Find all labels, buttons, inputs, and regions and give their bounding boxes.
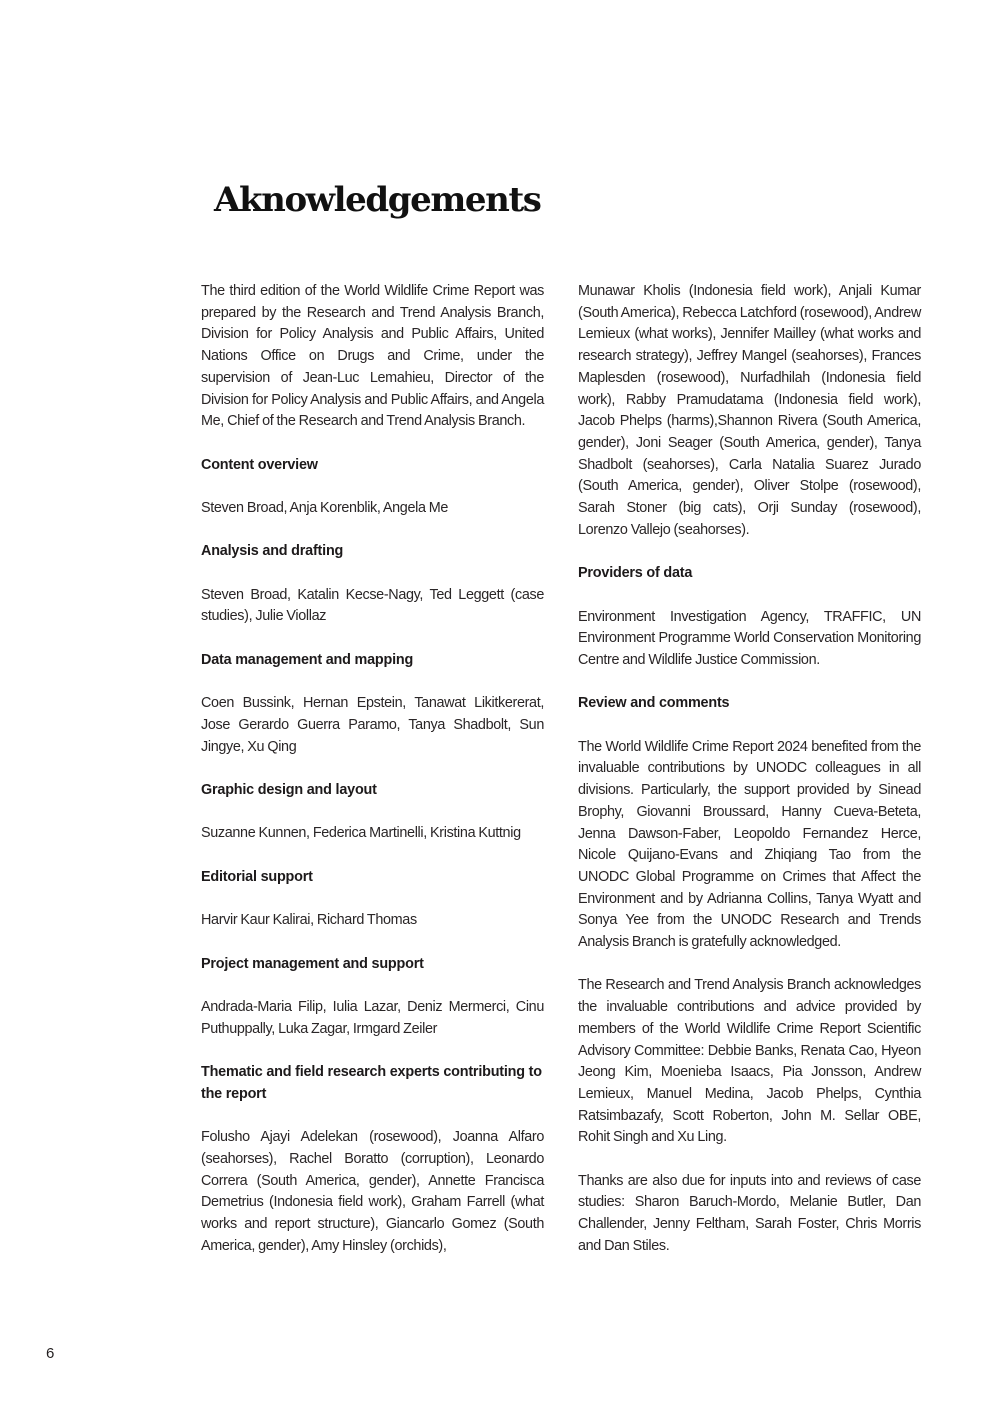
providers-of-data-heading: Providers of data <box>578 565 693 582</box>
page-title: Aknowledgements <box>214 180 541 220</box>
thematic-experts-heading: Thematic and field research experts contributing to the report <box>201 1064 542 1102</box>
review-comments-heading: Review and comments <box>578 695 730 712</box>
project-management-heading: Project management and support <box>201 955 424 972</box>
data-management-text: Coen Bussink, Hernan Epstein, Tanawat Likitkererat, Jose Gerardo Guerra Paramo, Tanya Shadbolt, Sun Jingye, Xu Qing <box>201 695 544 755</box>
thematic-experts-text: Folusho Ajayi Adelekan (rosewood), Joanna Alfaro (seahorses), Rachel Boratto (corruption), Leonardo Correra (South America, gender), Annette Francisca Demetrius (Indonesia field work), Graham Farrell (what works and report structure), Giancarlo Gomez (South America, gender), Amy Hinsley (orchids), <box>201 1129 544 1254</box>
thematic-experts-continued-text: Munawar Kholis (Indonesia field work), Anjali Kumar (South America), Rebecca Latchford (rosewood), Andrew Lemieux (what works), Jennifer Mailley (what works and research strategy), Jeffrey Mangel (seahorses), Frances Maplesden (rosewood), Nurfadhilah (Indonesia field work), Rabby Pramudatama (Indonesia field work), Jacob Phelps (harms),Shannon Rivera (South America, gender), Joni Seager (South America, gender), Tanya Shadbolt (seahorses), Carla Natalia Suarez Jurado (South America, gender), Oliver Stolpe (rosewood), Sarah Stoner (big cats), Orji Sunday (rosewood), Lorenzo Vallejo (seahorses). <box>578 283 921 538</box>
providers-of-data-text: Environment Investigation Agency, TRAFFIC, UN Environment Programme World Conservation Monitoring Centre and Wildlife Justice Commission. <box>578 608 921 668</box>
review-comments-paragraph-3: Thanks are also due for inputs into and reviews of case studies: Sharon Baruch-Mordo, Melanie Butler, Dan Challender, Jenny Feltham, Sarah Foster, Chris Morris and Dan Stiles. <box>578 1172 921 1254</box>
content-overview-text: Steven Broad, Anja Korenblik, Angela Me <box>201 500 449 516</box>
right-column <box>578 281 921 1279</box>
review-comments-paragraph-1: The World Wildlife Crime Report 2024 benefited from the invaluable contributions by UNODC colleagues in all divisions. Particularly, the support provided by Sinead Brophy, Giovanni Broussard, Hanny Cueva-Beteta, Jenna Dawson-Faber, Leopoldo Fernandez Herce, Nicole Quijano-Evans and Zhiqiang Tao from the UNODC Global Programme on Crimes that Affect the Environment and by Adrianna Collins, Tanya Wyatt and Sonya Yee from the UNODC Research and Trends Analysis Branch is gratefully acknowledged. <box>578 738 921 951</box>
editorial-support-heading: Editorial support <box>201 868 313 885</box>
editorial-support-text: Harvir Kaur Kalirai, Richard Thomas <box>201 912 417 929</box>
left-column <box>201 281 544 1279</box>
page-number: 6 <box>46 1345 55 1362</box>
graphic-design-text: Suzanne Kunnen, Federica Martinelli, Kristina Kuttnig <box>201 825 521 842</box>
analysis-drafting-heading: Analysis and drafting <box>201 543 344 560</box>
content-overview-heading: Content overview <box>201 456 318 473</box>
project-management-text: Andrada-Maria Filip, Iulia Lazar, Deniz Mermerci, Cinu Puthuppally, Luka Zagar, Irmgard Zeiler <box>201 999 544 1037</box>
review-comments-paragraph-2: The Research and Trend Analysis Branch acknowledges the invaluable contributions and advice provided by members of the World Wildlife Crime Report Scientific Advisory Committee: Debbie Banks, Renata Cao, Hyeon Jeong Kim, Moenieba Isaacs, Pia Jonsson, Andrew Lemieux, Manuel Medina, Jacob Phelps, Cynthia Ratsimbazafy, Scott Roberton, John M. Sellar OBE, Rohit Singh and Xu Ling. <box>578 977 921 1146</box>
intro-paragraph: The third edition of the World Wildlife Crime Report was prepared by the Research and Trend Analysis Branch, Division for Policy Analysis and Public Affairs, United Nations Office on Drugs and Crime, under the supervision of Jean-Luc Lemahieu, Director of the Division for Policy Analysis and Public Affairs, and Angela Me, Chief of the Research and Trend Analysis Branch. <box>201 283 544 430</box>
analysis-drafting-text: Steven Broad, Katalin Kecse-Nagy, Ted Leggett (case studies), Julie Viollaz <box>201 586 544 625</box>
data-management-heading: Data management and mapping <box>201 651 414 668</box>
graphic-design-heading: Graphic design and layout <box>201 782 377 799</box>
